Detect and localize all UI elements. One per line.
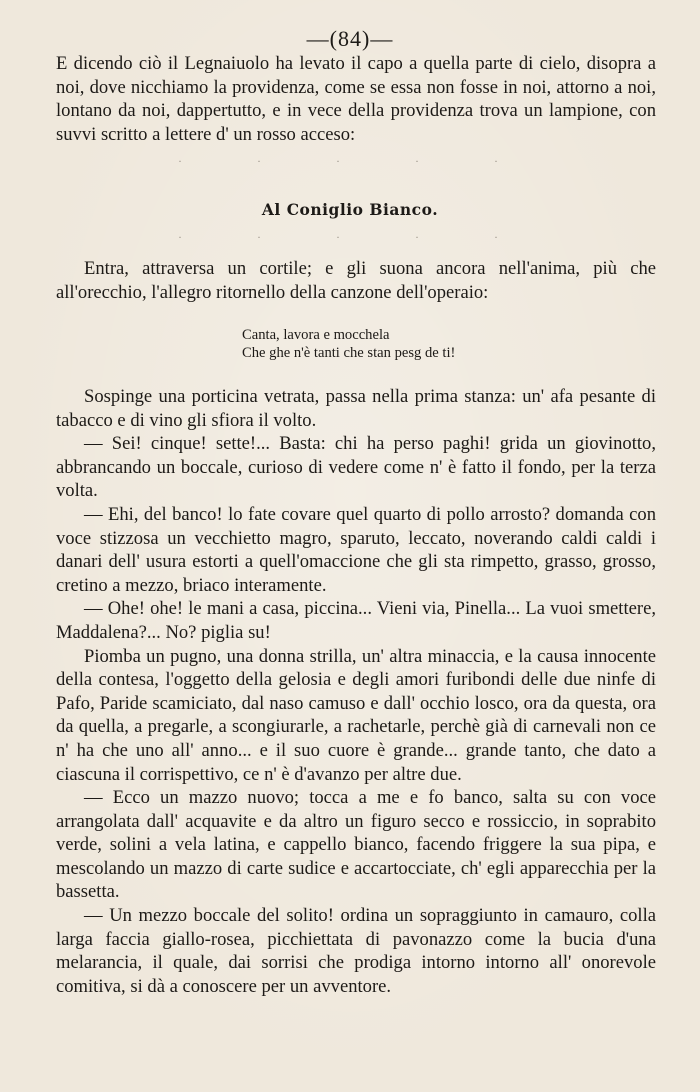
paragraph-text: — Sei! cinque! sette!... Basta: chi ha perso paghi! grida un giovinotto, abbrancando un boccale, curioso di vedere come n' è fatto il fondo, per la terza volta. bbox=[56, 433, 656, 502]
song-verse bbox=[242, 326, 455, 362]
paragraph-text: — Ohe! ohe! le mani a casa, piccina... Vieni via, Pinella... La vuoi smettere, Maddalena?... No? piglia su! bbox=[56, 598, 656, 643]
section-heading: Al Coniglio Bianco. bbox=[261, 200, 439, 219]
page-number: —(84)— bbox=[306, 26, 394, 51]
paragraph-text: Sospinge una porticina vetrata, passa nella prima stanza: un' afa pesante di tabacco e di vino gli sfiora il volto. bbox=[56, 386, 656, 431]
paragraph-text: — Ecco un mazzo nuovo; tocca a me e fo banco, salta su con voce arrangolata dall' acquavite e da altro un figuro secco e rossiccio, in soprabito verde, solini a vela latina, e cappello bianco, facendo friggere la sua pipa, e mescolando un mazzo di carte sudice e accartocciate, ch' egli apparecchia per la bassetta. bbox=[56, 787, 656, 903]
paragraph-text: — Ehi, del banco! lo fate covare quel quarto di pollo arrosto? domanda con voce stizzosa un vecchietto magro, sparuto, leccato, noverando caldi caldi i danari dell' usura estorti a quell'omaccione che gli sta rimpetto, grasso, grosso, cretino a mezzo, briaco interamente. bbox=[56, 503, 656, 596]
verse-line: Canta, lavora e mocchela bbox=[242, 327, 390, 343]
tavern-narrative bbox=[56, 385, 656, 998]
paragraph-intro bbox=[56, 52, 656, 146]
paragraph-text: E dicendo ciò il Legnaiuolo ha levato il capo a quella parte di cielo, disopra a noi, dove nicchiamo la providenza, come se essa non fosse in noi, attorno a noi, lontano da noi, dappertutto, e in vece della providenza trova un lampione, con suvvi scritto a lettere d' un rosso acceso: bbox=[56, 53, 656, 145]
print-speckles: · · · · · bbox=[178, 154, 534, 168]
print-speckles: · · · · · bbox=[178, 230, 534, 244]
paragraph-text: Entra, attraversa un cortile; e gli suona ancora nell'anima, più che all'orecchio, l'allegro ritornello della canzone dell'operaio: bbox=[56, 258, 656, 303]
verse-line: Che ghe n'è tanti che stan pesg de ti! bbox=[242, 345, 456, 361]
paragraph-courtyard bbox=[56, 257, 656, 304]
paragraph-text: — Un mezzo boccale del solito! ordina un sopraggiunto in camauro, colla larga faccia giallo-rosea, picchiettata di pavonazzo come la bucia d'una melarancia, il quale, dai sorrisi che prodiga intorno intorno all' onorevole comitiva, si dà a conoscere per un avventore. bbox=[56, 905, 656, 997]
paragraph-text: Piomba un pugno, una donna strilla, un' altra minaccia, e la causa innocente della contesa, l'oggetto della gelosia e degli amori furibondi delle due ninfe di Pafo, Paride scamiciato, dal naso camuso e dall' occhio losco, ora da questa, ora da quella, a pregarle, a scongiurarle, a rachetarle, perchè già di carnevali non ce n' ha che uno all' anno... e il suo cuore è grande... grande tanto, che dato a ciascuna il corrispettivo, ce n' è d'avanzo per altre due. bbox=[56, 645, 656, 785]
